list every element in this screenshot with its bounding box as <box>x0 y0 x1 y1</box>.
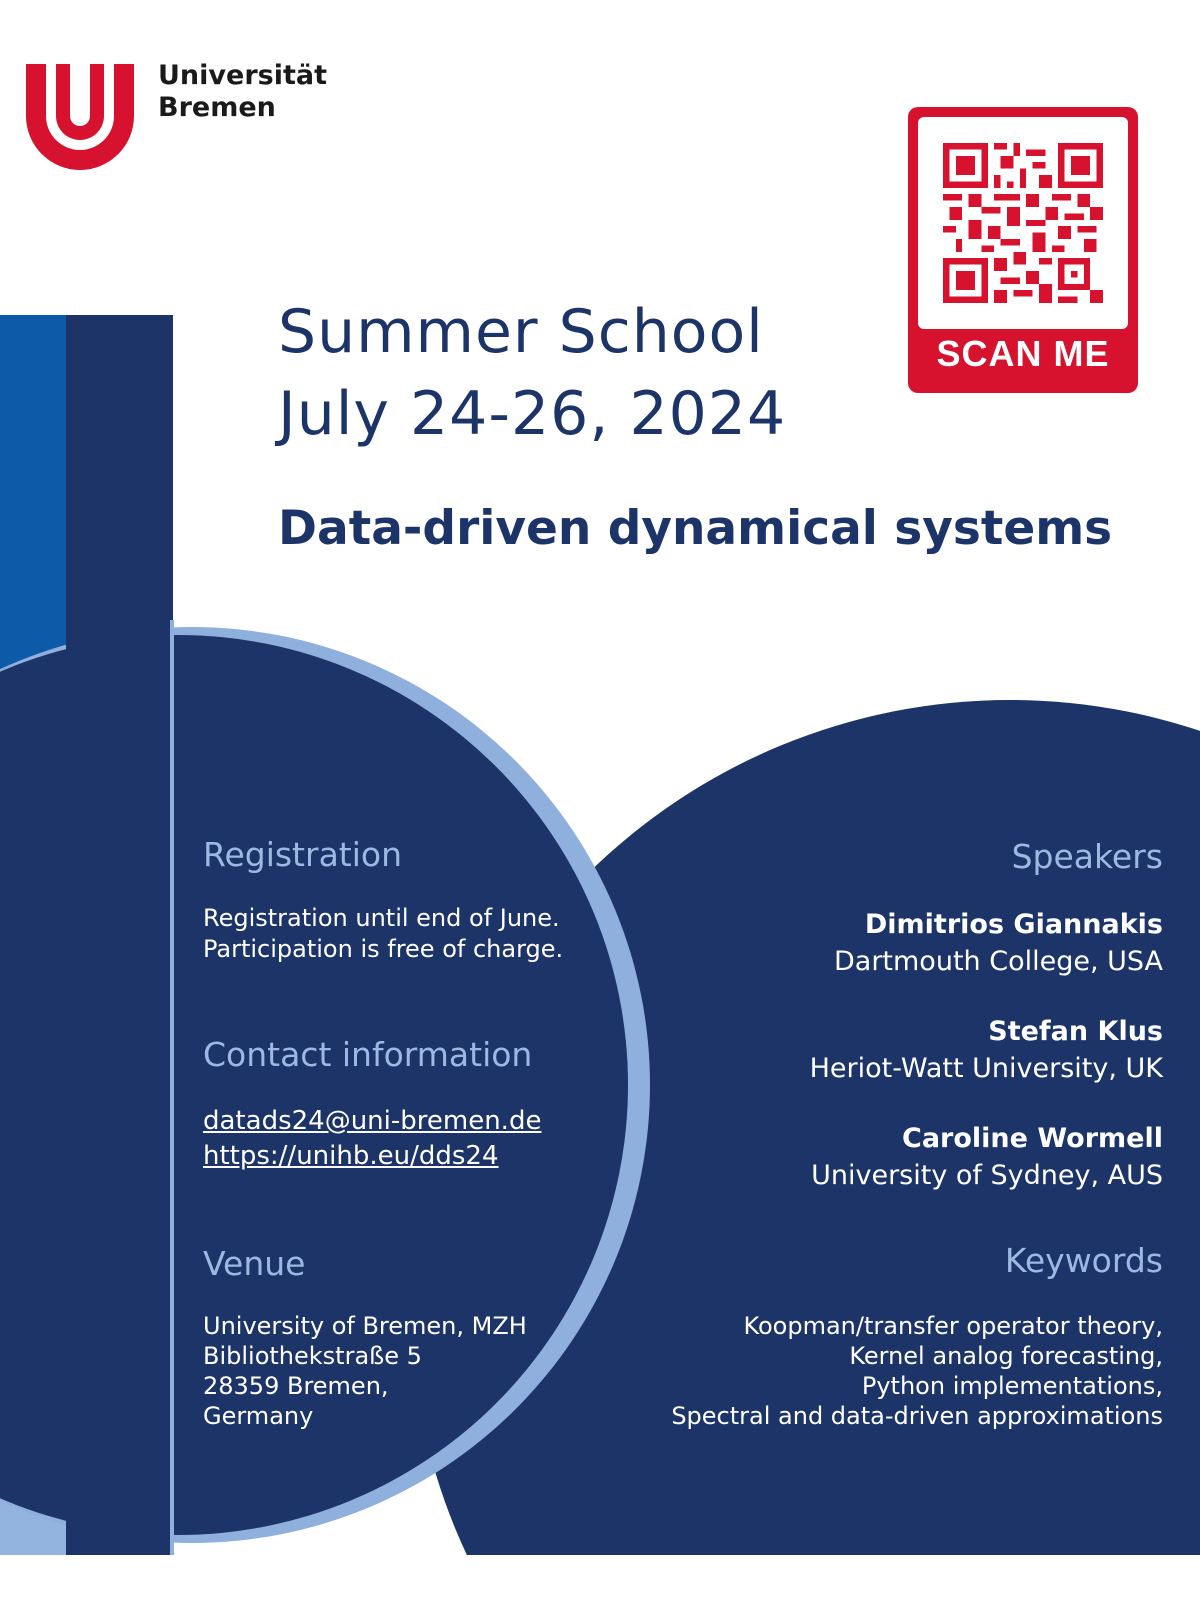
venue-line: University of Bremen, MZH <box>203 1312 527 1340</box>
contact-links <box>203 1104 541 1174</box>
registration-line: Registration until end of June. <box>203 904 560 932</box>
page-title: Summer School <box>278 297 764 367</box>
qr-code-badge[interactable] <box>908 107 1138 393</box>
keyword-item: Python implementations, <box>861 1372 1163 1400</box>
logo-text-line1: Universität <box>158 60 327 91</box>
registration-text <box>203 903 563 965</box>
speaker-name: Caroline Wormell <box>902 1123 1163 1154</box>
registration-heading: Registration <box>203 835 402 874</box>
keywords-heading: Keywords <box>1004 1241 1163 1280</box>
speaker-affiliation: Heriot-Watt University, UK <box>809 1053 1163 1084</box>
speaker-affiliation: University of Sydney, AUS <box>811 1160 1163 1191</box>
contact-url-link[interactable]: https://unihb.eu/dds24 <box>203 1141 499 1171</box>
speakers-heading: Speakers <box>1011 837 1163 876</box>
venue-address <box>203 1311 527 1431</box>
logo-text-line2: Bremen <box>158 92 276 123</box>
venue-heading: Venue <box>203 1244 306 1283</box>
qr-code-panel <box>918 117 1128 329</box>
scan-me-label: SCAN ME <box>936 333 1110 374</box>
registration-line: Participation is free of charge. <box>203 935 564 963</box>
venue-line: 28359 Bremen, <box>203 1372 389 1400</box>
speaker-affiliation: Dartmouth College, USA <box>833 946 1163 977</box>
keywords-list <box>671 1311 1163 1431</box>
keyword-item: Koopman/transfer operator theory, <box>743 1312 1163 1340</box>
speaker-name: Stefan Klus <box>988 1016 1163 1047</box>
venue-line: Bibliothekstraße 5 <box>203 1342 422 1370</box>
contact-email-link[interactable]: datads24@uni-bremen.de <box>203 1106 542 1136</box>
university-logo-icon <box>26 64 134 172</box>
qr-code-icon <box>943 143 1103 303</box>
venue-line: Germany <box>203 1402 314 1430</box>
contact-heading: Contact information <box>203 1035 533 1074</box>
keyword-item: Spectral and data-driven approximations <box>671 1402 1163 1430</box>
bar-divider-line <box>170 620 176 1555</box>
left-bar-navy <box>66 315 173 1555</box>
speaker-name: Dimitrios Giannakis <box>864 909 1163 940</box>
keyword-item: Kernel analog forecasting, <box>849 1342 1163 1370</box>
event-dates: July 24-26, 2024 <box>278 379 787 449</box>
event-subtitle: Data-driven dynamical systems <box>278 501 1113 556</box>
